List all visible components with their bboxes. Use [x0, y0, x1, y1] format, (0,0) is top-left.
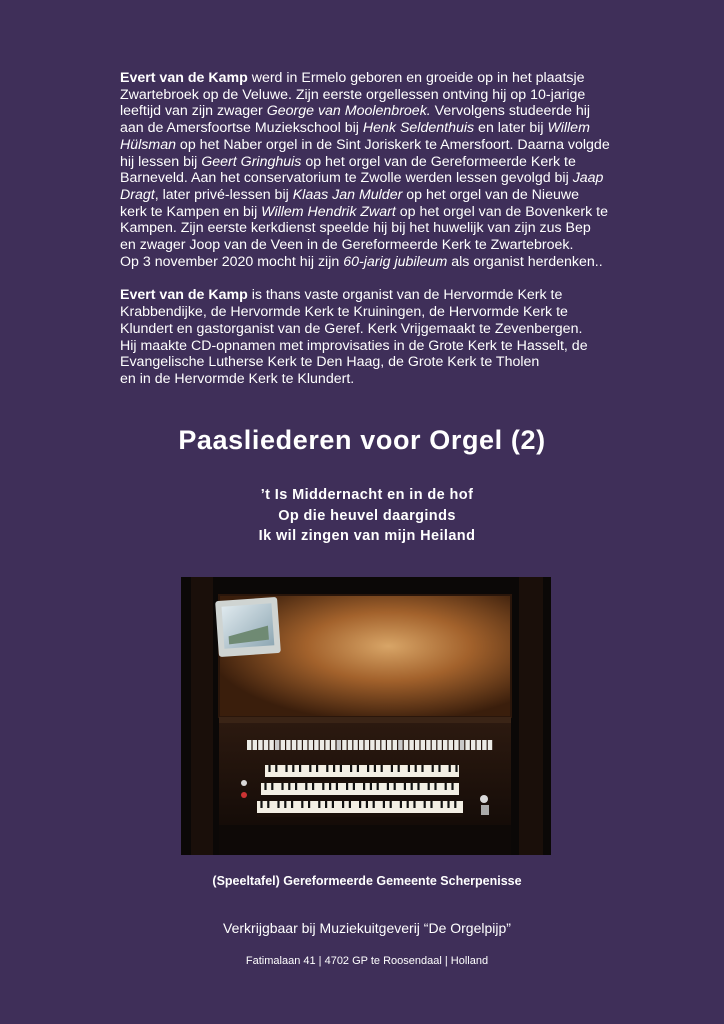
italic-name: Willem — [547, 120, 590, 137]
page-title: Paasliederen voor Orgel (2) — [178, 425, 546, 455]
organ-console-photo — [181, 577, 551, 855]
song-title: Ik wil zingen van mijn Heiland — [258, 528, 476, 544]
bio-paragraph-2 — [120, 287, 630, 387]
text-run: Barneveld. Aan het conservatorium te Zwolle werden lessen gevolgd bij — [120, 170, 573, 187]
text-run: Klundert en gastorganist van de Geref. Kerk Vrijgemaakt te Zevenbergen. — [120, 320, 583, 337]
song-title: ’t Is Middernacht en in de hof — [260, 487, 474, 503]
text-run: Zwartebroek op de Veluwe. Zijn eerste orgellessen ontving hij op 10-jarige — [120, 86, 586, 103]
song-title: Op die heuvel daarginds — [278, 507, 456, 524]
text-run: en in de Hervormde Kerk te Klundert. — [120, 370, 355, 387]
text-run: aan de Amersfoortse Muziekschool bij — [120, 120, 363, 137]
text-run: is thans vaste organist van de Hervormde Kerk te — [247, 287, 563, 304]
text-run: werd in Ermelo geboren en groeide op in het plaatsje — [247, 70, 585, 86]
italic-name: Henk Seldenthuis — [362, 120, 475, 137]
italic-name: Hülsman — [120, 136, 176, 153]
italic-name: Klaas Jan Mulder — [292, 186, 403, 203]
text-run: , later privé-lessen bij — [154, 186, 293, 203]
text-run: als organist herdenken.. — [447, 253, 603, 270]
text-run: op het Naber orgel in de Sint Joriskerk te Amersfoort. Daarna volgde — [175, 136, 610, 153]
text-run: Kampen. Zijn eerste kerkdienst speelde hij bij het huwelijk van zijn zus Bep — [120, 220, 591, 237]
text-run: hij lessen bij — [120, 153, 202, 170]
text-run: leeftijd van zijn zwager — [120, 103, 267, 120]
organist-name: Evert van de Kamp — [120, 287, 248, 304]
text-run: Op 3 november 2020 mocht hij zijn — [120, 253, 344, 270]
italic-name: George van Moolenbroek. — [266, 103, 431, 120]
song-list — [0, 485, 724, 547]
text-run: Hij maakte CD-opnamen met improvisaties in de Grote Kerk te Hasselt, de — [120, 337, 588, 354]
monitor-screen — [215, 597, 281, 657]
biography — [120, 70, 630, 405]
italic-name: 60-jarig jubileum — [343, 253, 448, 270]
bio-paragraph-1 — [120, 70, 630, 270]
italic-name: Jaap — [572, 170, 604, 187]
text-run: en later bij — [474, 120, 548, 137]
italic-name: Dragt — [120, 186, 155, 203]
text-run: Krabbendijke, de Hervormde Kerk te Kruiningen, de Hervormde Kerk te — [120, 304, 568, 321]
text-run: kerk te Kampen en bij — [120, 203, 262, 220]
publisher-line: Verkrijgbaar bij Muziekuitgeverij “De Orgelpijp” — [223, 920, 511, 936]
address-line: Fatimalaan 41 | 4702 GP te Roosendaal | Holland — [245, 955, 489, 967]
text-run: en zwager Joop van de Veen in de Gereformeerde Kerk te Zwartebroek. — [120, 237, 574, 254]
italic-name: Geert Gringhuis — [201, 153, 302, 170]
text-run: op het orgel van de Nieuwe — [402, 186, 579, 203]
photo-caption: (Speeltafel) Gereformeerde Gemeente Scherpenisse — [212, 874, 522, 888]
italic-name: Willem Hendrik Zwart — [261, 203, 396, 220]
organist-name: Evert van de Kamp — [120, 70, 248, 86]
text-run: op het orgel van de Gereformeerde Kerk te — [301, 153, 576, 170]
text-run: Vervolgens studeerde hij — [430, 103, 591, 120]
text-run: op het orgel van de Bovenkerk te — [395, 203, 609, 220]
text-run: Evangelische Lutherse Kerk te Den Haag, de Grote Kerk te Tholen — [120, 354, 540, 371]
